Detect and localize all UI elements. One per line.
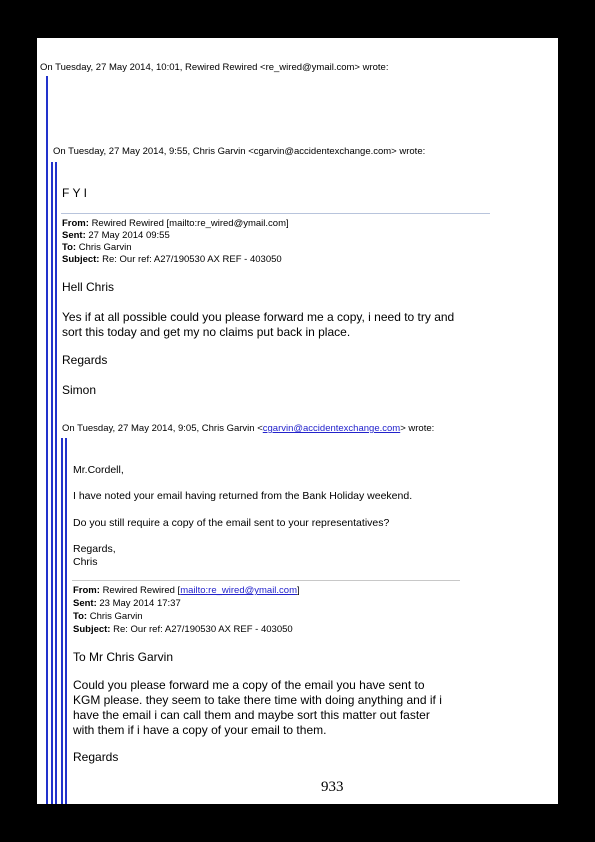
reply-greeting: To Mr Chris Garvin [73,650,174,664]
reply-regards: Regards [62,353,108,367]
quote-attribution-2: On Tuesday, 27 May 2014, 9:55, Chris Garvin <cgarvin@accidentexchange.com> wrote: [53,146,426,157]
header-divider-1 [61,213,490,214]
from-row: From: Rewired Rewired [mailto:re_wired@ymail.com] [62,218,289,229]
quote-attribution-1: On Tuesday, 27 May 2014, 10:01, Rewired Rewired <re_wired@ymail.com> wrote: [40,62,389,73]
reply-greeting: Hell Chris [62,280,115,294]
quote-bar-level2-outer [51,162,53,804]
reply-signature: Simon [62,383,97,397]
sent-row: Sent: 27 May 2014 09:55 [62,230,170,241]
subject-row: Subject: Re: Our ref: A27/190530 AX REF - 403050 [73,624,293,635]
from-row: From: Rewired Rewired [mailto:re_wired@ymail.com] [73,585,300,596]
reply-line-1: Yes if at all possible could you please forward me a copy, i need to try and [62,310,455,324]
quote-bar-level2-inner [55,162,57,804]
to-row: To: Chris Garvin [62,242,132,253]
quote-bar-level3-inner [65,438,67,804]
signature: Chris [73,556,98,568]
document-page [37,38,558,804]
page-number: 933 [321,779,344,795]
quote-attribution-3: On Tuesday, 27 May 2014, 9:05, Chris Garvin <cgarvin@accidentexchange.com> wrote: [62,423,435,434]
sent-row: Sent: 23 May 2014 17:37 [73,598,181,609]
to-row: To: Chris Garvin [73,611,143,622]
reply-regards: Regards [73,750,119,764]
quote-bar-level1 [46,76,48,804]
quote-bar-level3-outer [61,438,63,804]
reply-line-4: with them if i have a copy of your email to them. [73,723,327,737]
header-divider-2 [72,580,460,581]
mailto-link[interactable]: mailto:re_wired@ymail.com [180,585,297,596]
reply-line-1: Could you please forward me a copy of the email you have sent to [73,678,425,692]
subject-row: Subject: Re: Our ref: A27/190530 AX REF - 403050 [62,254,282,265]
paragraph-2: Do you still require a copy of the email sent to your representatives? [73,517,390,529]
paragraph-1: I have noted your email having returned from the Bank Holiday weekend. [73,490,413,502]
reply-line-2: sort this today and get my no claims put back in place. [62,325,351,339]
email-link[interactable]: cgarvin@accidentexchange.com [262,423,401,434]
salutation: Mr.Cordell, [73,464,124,476]
reply-line-2: KGM please. they seem to take there time with doing anything and if i [73,693,442,707]
fyi-line: F Y I [62,186,87,200]
reply-line-3: have the email i can call them and maybe sort this matter out faster [73,708,430,722]
regards: Regards, [73,543,116,555]
